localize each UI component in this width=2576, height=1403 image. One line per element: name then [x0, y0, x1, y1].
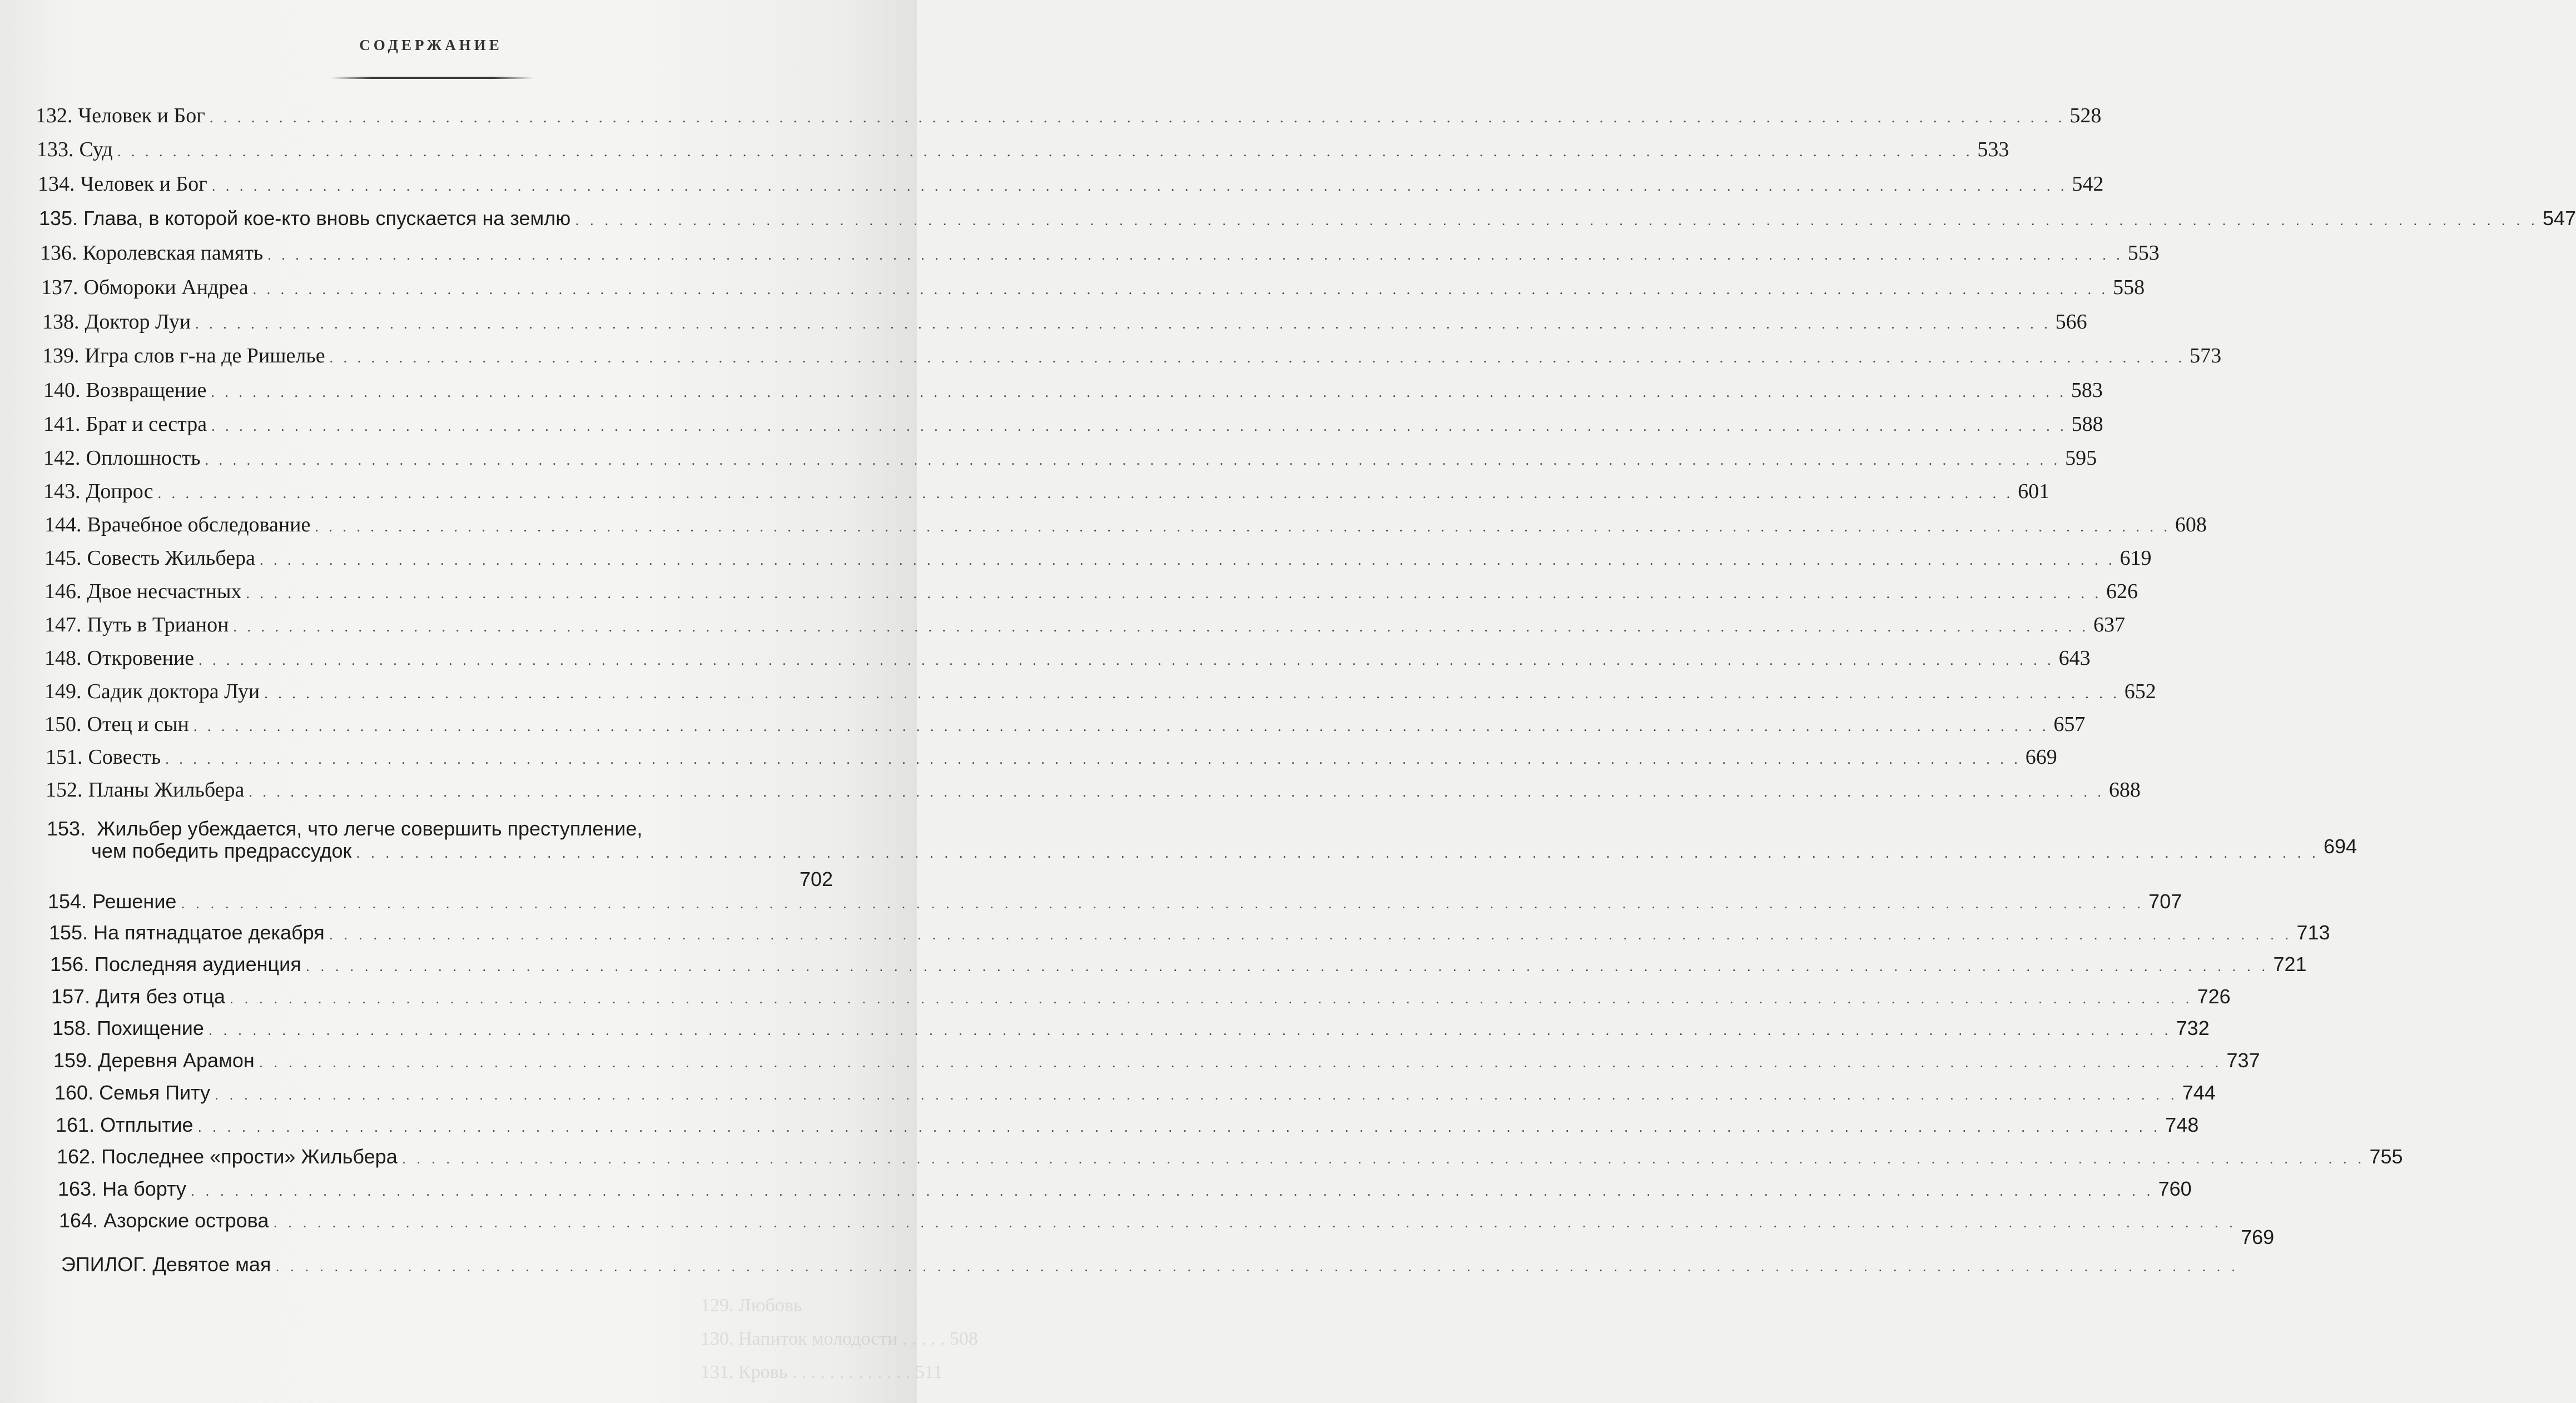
toc-entry-multiline-second	[47, 835, 2357, 865]
entry-page: 707	[2148, 890, 2182, 913]
entry-number: 150.	[44, 713, 82, 736]
entry-title: Дитя без отца	[96, 985, 225, 1008]
entry-page: 528	[2069, 104, 2102, 127]
toc-entry-multiline	[47, 817, 833, 841]
entry-number: 138.	[42, 310, 80, 334]
toc-epilogue	[61, 1252, 373, 1278]
entry-page: 626	[2106, 580, 2138, 603]
toc-entry	[43, 378, 2103, 405]
dot-leader	[233, 615, 2089, 639]
dot-leader	[193, 714, 2049, 739]
dot-leader	[275, 1254, 2239, 1278]
entry-title: Доктор Луи	[85, 310, 191, 334]
entry-number: 164.	[59, 1209, 98, 1232]
entry-page: 547	[2543, 207, 2576, 230]
entry-title: Совесть	[88, 745, 161, 769]
entry-page: 595	[2065, 446, 2097, 470]
entry-page: 637	[2093, 613, 2125, 636]
toc-entry	[44, 712, 2086, 739]
dot-leader	[230, 986, 2193, 1011]
dot-leader	[158, 481, 2014, 506]
entry-title: Человек и Бог	[78, 104, 205, 127]
entry-title: Откровение	[87, 646, 195, 670]
toc-entry	[42, 310, 2087, 336]
entry-page: 601	[2018, 480, 2050, 503]
entry-title: Отец и сын	[87, 713, 189, 736]
dot-leader	[211, 380, 2067, 405]
entry-page: 702	[799, 868, 833, 890]
entry-number: 160.	[54, 1081, 94, 1104]
entry-title: Допрос	[86, 480, 153, 503]
entry-number: 147.	[44, 613, 82, 636]
dot-leader	[330, 346, 2186, 370]
entry-number: 144.	[44, 513, 82, 536]
dot-leader	[249, 780, 2105, 804]
toc-entry	[54, 1081, 2216, 1107]
toc-entry	[48, 889, 2182, 916]
toc-entry	[57, 1145, 2403, 1171]
entry-title-line-2: чем победить предрассудок	[91, 839, 352, 862]
entry-page: 566	[2055, 310, 2087, 334]
dot-leader	[181, 891, 2144, 916]
toc-orphan-page	[793, 867, 833, 892]
entry-number: 133.	[37, 138, 74, 161]
entry-number: 159.	[53, 1049, 93, 1072]
toc-entry	[42, 344, 2222, 370]
entry-page: 760	[2158, 1177, 2192, 1200]
toc-entry	[53, 1048, 2260, 1074]
entry-title: Суд	[79, 138, 113, 161]
bleed-through-text: 131. Кровь . . . . . . . . . . . . . 511	[701, 1362, 943, 1382]
toc-entry	[44, 646, 2091, 673]
entry-number: 156.	[50, 953, 90, 976]
entry-page: 769	[2241, 1226, 2275, 1248]
entry-title: Семья Питу	[99, 1081, 210, 1104]
bleed-through-text: 130. Напиток молодости . . . . . 508	[701, 1329, 978, 1349]
entry-number: 148.	[44, 646, 82, 670]
entry-number: 135.	[39, 207, 78, 230]
entry-number: 154.	[48, 890, 87, 913]
dot-leader	[264, 681, 2120, 706]
toc-entry	[56, 1113, 2199, 1139]
entry-page: 533	[1977, 138, 2009, 161]
toc-entry	[43, 412, 2103, 439]
entry-page: 619	[2120, 546, 2152, 570]
entry-page: 713	[2296, 921, 2330, 944]
toc-entry	[43, 479, 2050, 506]
entry-title: Садик доктора Луи	[87, 680, 260, 703]
toc-entry	[51, 984, 2231, 1011]
entry-title: Врачебное обследование	[87, 513, 311, 536]
toc-entry	[44, 679, 2156, 706]
entry-number: 143.	[43, 480, 81, 503]
toc-entry	[44, 613, 2125, 639]
entry-number: 163.	[58, 1177, 97, 1200]
dot-leader	[165, 747, 2021, 772]
toc-entry	[46, 778, 2141, 804]
entry-number: 137.	[41, 276, 78, 299]
toc-entry	[44, 579, 2138, 606]
entry-number: 136.	[40, 241, 77, 265]
entry-title: Двое несчастных	[87, 580, 242, 603]
dot-leader	[195, 312, 2051, 336]
entry-number: 141.	[43, 412, 81, 436]
dot-leader	[191, 1178, 2154, 1203]
entry-title: На борту	[102, 1177, 186, 1200]
entry-page: 558	[2113, 276, 2145, 299]
entry-number: 149.	[44, 680, 82, 703]
entry-page: 721	[2273, 953, 2307, 976]
entry-title-line-1: Жильбер убеждается, что легче совершить преступление,	[97, 817, 643, 840]
dot-leader	[215, 1082, 2178, 1107]
entry-page: 652	[2124, 680, 2156, 703]
entry-page: 694	[2324, 835, 2357, 858]
dot-leader	[575, 208, 2538, 232]
entry-page: 608	[2175, 513, 2207, 536]
entry-title: Азорские острова	[103, 1209, 269, 1232]
dot-leader	[329, 922, 2292, 947]
entry-page: 657	[2053, 713, 2086, 736]
toc-entry	[44, 513, 2207, 539]
entry-title: Похищение	[97, 1017, 204, 1039]
entry-number: 145.	[44, 546, 82, 570]
entry-number: 142.	[43, 446, 81, 470]
toc-entry	[39, 206, 2576, 232]
entry-page: 542	[2072, 172, 2104, 196]
entry-page: 553	[2127, 241, 2160, 265]
toc-entry	[40, 241, 2160, 267]
entry-title: Глава, в которой кое-кто вновь спускается на землю	[83, 207, 571, 230]
toc-entry	[46, 745, 2057, 772]
entry-number: 161.	[56, 1113, 95, 1136]
entry-page: 737	[2226, 1049, 2260, 1072]
toc-entry	[36, 103, 2102, 130]
bleed-through-text: 129. Любовь	[701, 1295, 802, 1316]
entry-page: 732	[2176, 1017, 2210, 1039]
dot-leader	[198, 1115, 2161, 1139]
dot-leader	[260, 548, 2116, 573]
entry-title: Путь в Трианон	[87, 613, 229, 636]
dot-leader	[253, 277, 2109, 302]
entry-title: Человек и Бог	[80, 172, 207, 196]
entry-title: Королевская память	[82, 241, 264, 265]
dot-leader	[356, 840, 2319, 865]
dot-leader	[273, 1210, 2236, 1235]
entry-title: Деревня Арамон	[98, 1049, 255, 1072]
dot-leader	[315, 515, 2171, 539]
dot-leader	[117, 140, 1973, 164]
dot-leader	[246, 581, 2102, 606]
page-header: СОДЕРЖАНИЕ	[359, 37, 503, 53]
toc-entry	[58, 1177, 2192, 1203]
entry-title: Решение	[92, 890, 177, 913]
dot-leader	[210, 106, 2066, 130]
toc-entry	[37, 137, 2009, 164]
toc-entry	[38, 172, 2104, 198]
entry-title: Совесть Жильбера	[87, 546, 255, 570]
dot-leader	[402, 1146, 2365, 1171]
entry-title: Оплошность	[86, 446, 201, 470]
entry-number: 158.	[52, 1017, 92, 1039]
dot-leader	[211, 414, 2067, 439]
entry-title: Обмороки Андреа	[83, 276, 249, 299]
entry-title: Отплытие	[100, 1113, 193, 1136]
entry-number: 157.	[51, 985, 91, 1008]
toc-entry	[44, 546, 2152, 573]
entry-title: Планы Жильбера	[88, 778, 245, 802]
dot-leader	[205, 448, 2061, 472]
toc-entry	[49, 921, 2330, 947]
entry-number: 132.	[36, 104, 73, 127]
epilogue-title: Девятое мая	[152, 1253, 271, 1276]
entry-title: Игра слов г-на де Ришелье	[85, 344, 325, 367]
entry-title: Последняя аудиенция	[95, 953, 301, 976]
toc-entry	[41, 275, 2145, 302]
dot-leader	[198, 648, 2054, 673]
entry-page: 643	[2058, 646, 2091, 670]
dot-leader	[267, 243, 2123, 267]
entry-page: 688	[2108, 778, 2141, 802]
entry-number: 140.	[43, 379, 81, 402]
toc-entry	[43, 446, 2097, 472]
dot-leader	[259, 1050, 2222, 1074]
entry-title: Возвращение	[86, 379, 207, 402]
entry-title: Брат и сестра	[86, 412, 207, 436]
entry-page: 669	[2025, 745, 2057, 769]
entry-number: 134.	[38, 172, 75, 196]
toc-entry	[50, 952, 2307, 978]
entry-page: 583	[2071, 379, 2103, 402]
entry-number: 151.	[46, 745, 83, 769]
entry-page: 588	[2071, 412, 2103, 436]
entry-number: 139.	[42, 344, 80, 367]
entry-page: 755	[2369, 1145, 2403, 1168]
toc-entry	[52, 1016, 2210, 1042]
dot-leader	[209, 1018, 2172, 1042]
entry-page: 573	[2190, 344, 2222, 367]
entry-page: 726	[2197, 985, 2231, 1008]
entry-number: 162.	[57, 1145, 96, 1168]
entry-title: Последнее «прости» Жильбера	[101, 1145, 398, 1168]
dot-leader	[212, 174, 2068, 198]
entry-page: 748	[2165, 1113, 2199, 1136]
entry-number: 155.	[49, 921, 88, 944]
entry-line-1	[47, 817, 833, 841]
entry-number: 146.	[44, 580, 82, 603]
toc-entry	[59, 1208, 2275, 1248]
entry-number: 152.	[46, 778, 83, 802]
epilogue-label: ЭПИЛОГ.	[61, 1253, 147, 1276]
entry-page: 744	[2182, 1081, 2216, 1104]
dot-leader	[306, 954, 2269, 978]
entry-title: На пятнадцатое декабря	[93, 921, 325, 944]
entry-number: 153.	[47, 817, 86, 840]
